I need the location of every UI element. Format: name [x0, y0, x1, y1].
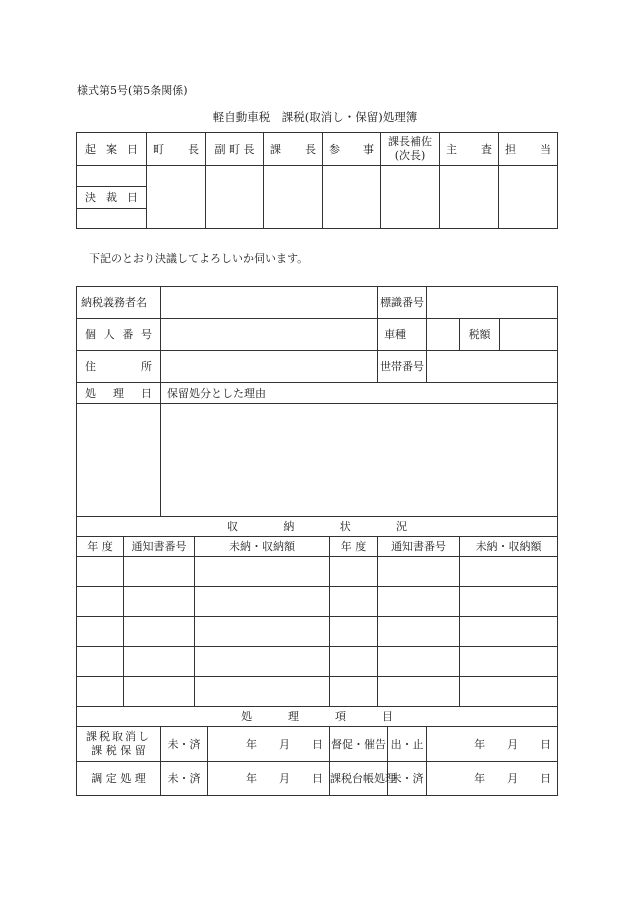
- drafted-date-field[interactable]: [77, 166, 147, 187]
- cell[interactable]: [77, 557, 124, 587]
- plate-number-field[interactable]: [427, 287, 558, 319]
- col-amount-1: 未納・収納額: [195, 537, 330, 557]
- cell[interactable]: [124, 647, 195, 677]
- document-title: 軽自動車税 課税(取消し・保留)処理簿: [212, 110, 418, 124]
- adjustment-status-toggle[interactable]: 未・済: [161, 762, 208, 796]
- supervisor-label: 主 査: [440, 133, 499, 166]
- reminder-date-field[interactable]: 年 月 日: [427, 727, 558, 762]
- assistant-chief-label: 課長補佐 (次長): [381, 133, 440, 166]
- tax-amount-field[interactable]: [500, 319, 558, 351]
- town-mayor-label: 町 長: [147, 133, 206, 166]
- ledger-status-toggle[interactable]: 未・済: [388, 762, 427, 796]
- payment-status-title: 収 納 状 況: [77, 517, 558, 537]
- adjustment-label: 調 定 処 理: [77, 762, 161, 796]
- approval-table: [76, 132, 558, 229]
- cell[interactable]: [195, 677, 330, 707]
- processing-date-field[interactable]: [77, 404, 161, 517]
- cell[interactable]: [195, 617, 330, 647]
- tax-amount-label: 税額: [460, 319, 500, 351]
- cell[interactable]: [124, 587, 195, 617]
- town-mayor-seal[interactable]: [147, 166, 206, 229]
- cell[interactable]: [330, 677, 378, 707]
- instruction-text: 下記のとおり決議してよろしいか伺います。: [89, 252, 309, 265]
- cell[interactable]: [460, 557, 558, 587]
- taxpayer-name-field[interactable]: [161, 287, 378, 319]
- personal-number-field[interactable]: [161, 319, 378, 351]
- address-label: 住 所: [77, 351, 161, 383]
- plate-number-label: 標識番号: [378, 287, 427, 319]
- cell[interactable]: [77, 617, 124, 647]
- cell[interactable]: [460, 587, 558, 617]
- cell[interactable]: [195, 557, 330, 587]
- cancel-date-field[interactable]: 年 月 日: [208, 727, 330, 762]
- cell[interactable]: [378, 557, 460, 587]
- cancel-status-toggle[interactable]: 未・済: [161, 727, 208, 762]
- cell[interactable]: [330, 557, 378, 587]
- cell[interactable]: [77, 587, 124, 617]
- cell[interactable]: [77, 647, 124, 677]
- supervisor-seal[interactable]: [440, 166, 499, 229]
- personal-number-label: 個 人 番 号: [77, 319, 161, 351]
- cell[interactable]: [124, 677, 195, 707]
- out-stop-toggle[interactable]: 出・止: [388, 727, 427, 762]
- processing-items-title: 処 理 項 目: [77, 707, 558, 727]
- processing-date-label: 処 理 日: [77, 383, 161, 404]
- household-number-field[interactable]: [427, 351, 558, 383]
- vehicle-type-field[interactable]: [427, 319, 460, 351]
- address-field[interactable]: [161, 351, 378, 383]
- processing-record-table: [76, 286, 558, 796]
- ledger-label: 課税台帳処理: [330, 762, 388, 796]
- adjustment-date-field[interactable]: 年 月 日: [208, 762, 330, 796]
- cell[interactable]: [77, 677, 124, 707]
- deputy-mayor-seal[interactable]: [206, 166, 264, 229]
- cancel-hold-label: 課税取消し 課 税 保 留: [77, 727, 161, 762]
- form-label: 様式第5号(第5条関係): [77, 84, 188, 97]
- section-chief-seal[interactable]: [264, 166, 323, 229]
- reminder-label: 督促・催告: [330, 727, 388, 762]
- cell[interactable]: [378, 587, 460, 617]
- cell[interactable]: [124, 557, 195, 587]
- cell[interactable]: [330, 647, 378, 677]
- reason-field[interactable]: [161, 404, 558, 517]
- cell[interactable]: [195, 587, 330, 617]
- cell[interactable]: [460, 677, 558, 707]
- household-number-label: 世帯番号: [378, 351, 427, 383]
- cell[interactable]: [124, 617, 195, 647]
- cell[interactable]: [460, 617, 558, 647]
- ledger-date-field[interactable]: 年 月 日: [427, 762, 558, 796]
- assistant-chief-seal[interactable]: [381, 166, 440, 229]
- councilor-label: 参 事: [323, 133, 381, 166]
- decided-date-label: 決 裁 日: [77, 187, 147, 209]
- councilor-seal[interactable]: [323, 166, 381, 229]
- cell[interactable]: [378, 647, 460, 677]
- col-notice-number-2: 通知書番号: [378, 537, 460, 557]
- person-in-charge-seal[interactable]: [499, 166, 558, 229]
- table-row: [77, 677, 558, 707]
- table-row: [77, 647, 558, 677]
- cell[interactable]: [330, 587, 378, 617]
- decided-date-field[interactable]: [77, 209, 147, 229]
- drafted-date-label: 起 案 日: [77, 133, 147, 166]
- table-row: [77, 587, 558, 617]
- deputy-mayor-label: 副 町 長: [206, 133, 264, 166]
- col-amount-2: 未納・収納額: [460, 537, 558, 557]
- cell[interactable]: [330, 617, 378, 647]
- person-in-charge-label: 担 当: [499, 133, 558, 166]
- table-row: [77, 557, 558, 587]
- cell[interactable]: [378, 677, 460, 707]
- vehicle-type-label: 車種: [378, 319, 427, 351]
- cell[interactable]: [378, 617, 460, 647]
- col-fiscal-year-1: 年 度: [77, 537, 124, 557]
- taxpayer-name-label: 納税義務者名: [77, 287, 161, 319]
- section-chief-label: 課 長: [264, 133, 323, 166]
- reason-label: 保留処分とした理由: [161, 383, 558, 404]
- cell[interactable]: [195, 647, 330, 677]
- table-row: [77, 617, 558, 647]
- col-fiscal-year-2: 年 度: [330, 537, 378, 557]
- col-notice-number-1: 通知書番号: [124, 537, 195, 557]
- cell[interactable]: [460, 647, 558, 677]
